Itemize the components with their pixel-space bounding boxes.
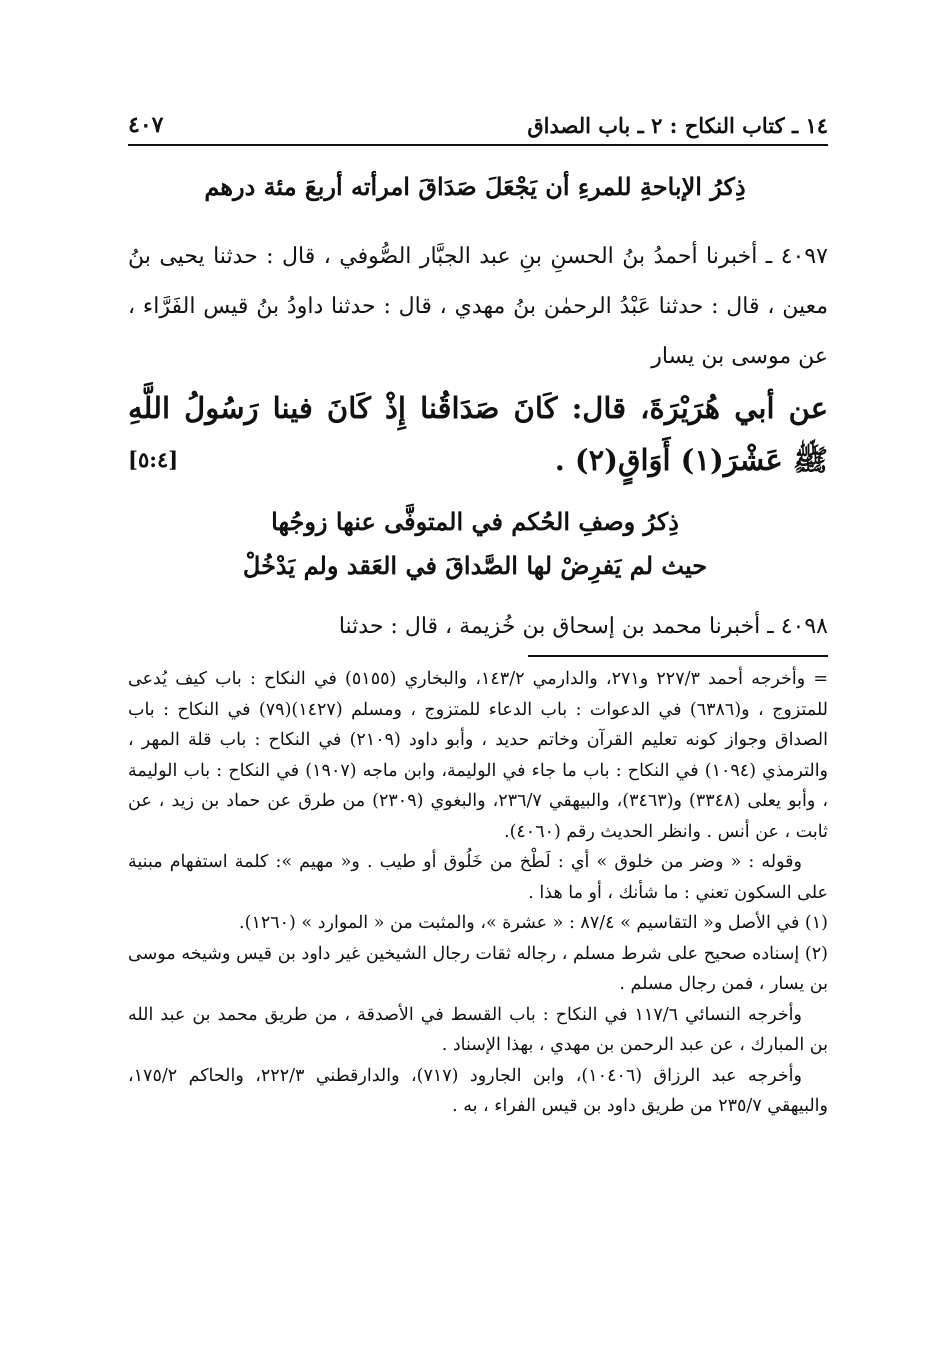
page-number: ٤٠٧ (128, 112, 164, 138)
footnote-continued: = وأخرجه أحمد ٢٢٧/٣ و٢٧١، والدارمي ١٤٣/٢، والبخاري (٥١٥٥) في النكاح : باب كيف يُدعى للمتزوج ، و(٦٣٨٦) في الدعوات : باب الدعاء للمتزوج ، ومسلم (١٤٢٧)(٧٩) في النكاح : باب الصداق وجواز كونه تعليم القرآن وخاتم حديد ، وأبو داود (٢١٠٩) في النكاح : باب قلة المهر ، والترمذي (١٠٩٤) في النكاح : باب ما جاء في الوليمة، وابن ماجه (١٩٠٧) في النكاح : باب الوليمة ، وأبو يعلى (٣٣٤٨) و(٣٤٦٣)، والبيهقي ٢٣٦/٧، والبغوي (٢٣٠٩) من طرق عن حماد بن زيد ، عن ثابت ، عن أنس . وانظر الحديث رقم (٤٠٦٠). (128, 669, 829, 842)
chapter-heading-2-line2: حيث لم يَفرِضْ لها الصَّداقَ في العَقد ولم يَدْخُلْ (242, 551, 708, 580)
page-header (128, 108, 828, 146)
footnote-1: (١) في الأصل و« التقاسيم » ٨٧/٤ : « عشرة »، والمثبت من « الموارد » (١٢٦٠). (239, 913, 828, 933)
footnotes (128, 664, 828, 1122)
running-title: ١٤ ـ كتاب النكاح : ٢ ـ باب الصداق (527, 113, 828, 138)
hadith-matn-text: عن أبي هُرَيْرَةَ، قال: كَانَ صَدَاقُنا إِذْ كَانَ فينا رَسُولُ اللَّهِ ﷺ عَشْرَ(١) أَوَاقٍ(٢) . (128, 391, 828, 477)
footnote-2-c: وأخرجه عبد الرزاق (١٠٤٠٦)، وابن الجارود (٧١٧)، والدارقطني ٢٢٢/٣، والحاكم ١٧٥/٢، والبيهقي ٢٣٥/٧ من طريق داود بن قيس الفراء ، به . (128, 1065, 828, 1116)
footnote-2: (٢) إسناده صحيح على شرط مسلم ، رجاله ثقات رجال الشيخين غير داود بن قيس وشيخه موسى بن يسار ، فمن رجال مسلم . (128, 943, 828, 994)
chapter-heading-1: ذِكرُ الإباحةِ للمرءِ أن يَجْعَلَ صَدَاقَ امرأته أربعَ مئة درهم (204, 172, 746, 201)
chapter-heading-2 (120, 500, 830, 588)
hadith-4098-isnad: ٤٠٩٨ ـ أخبرنا محمد بن إسحاق بن خُزيمة ، قال : حدثنا (338, 614, 828, 639)
hadith-4097-isnad: ٤٠٩٧ ـ أخبرنا أحمدُ بنُ الحسنِ بنِ عبد الجبَّار الصُّوفي ، قال : حدثنا يحيى بنُ معين ، قال : حدثنا عَبْدُ الرحمٰن بنُ مهدي ، قال : حدثنا داودُ بنُ قيس الفَرَّاء ، عن موسى بن يسار (128, 244, 828, 369)
footnote-qawluhu: وقوله : « وضر من خلوق » أي : لَطْخ من خَلُوق أو طيب . و« مهيم »: كلمة استفهام مبنية على السكون تعني : ما شأنك ، أو ما هذا . (128, 852, 828, 903)
chapter-heading-2-line1: ذِكرُ وصفِ الحُكم في المتوفَّى عنها زوجُها (271, 507, 679, 536)
footnote-2-b: وأخرجه النسائي ١١٧/٦ في النكاح : باب القسط في الأصدقة ، من طريق محمد بن عبد الله بن المبارك ، عن عبد الرحمن بن مهدي ، بهذا الإسناد . (128, 1004, 828, 1055)
hadith-4097-matn (128, 382, 828, 486)
hadith-reference: [٥:٤] (128, 447, 179, 472)
footnote-separator (528, 655, 828, 657)
